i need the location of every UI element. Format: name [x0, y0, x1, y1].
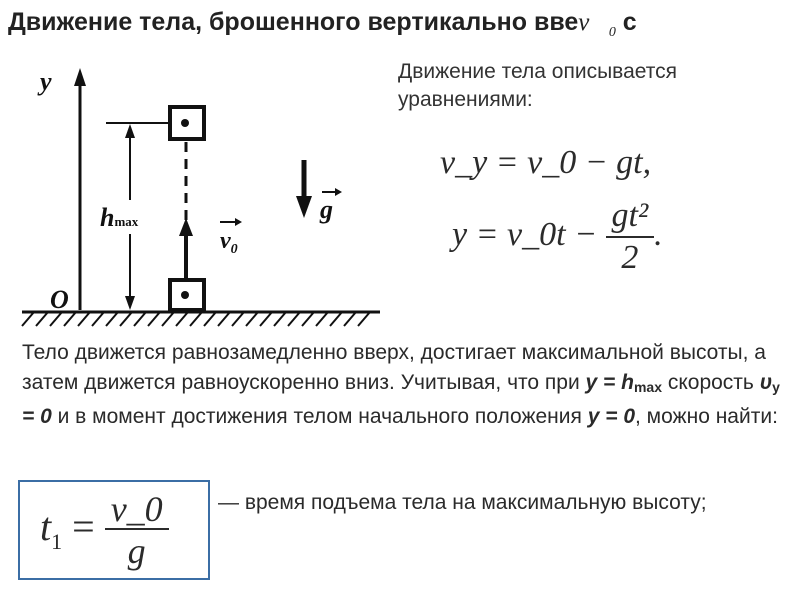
formula-lhs: t — [40, 504, 52, 550]
explanation-part-2: и в момент достижения телом начального положения — [51, 405, 588, 428]
origin-label: O — [50, 285, 69, 314]
v0-arrowhead — [179, 218, 193, 236]
condition-y-hmax: y = h — [585, 371, 634, 394]
formula-lhs-sub: 1 — [51, 529, 63, 555]
ground-hatching — [22, 312, 370, 326]
body-top-dot — [181, 119, 189, 127]
position-fraction-denominator: 2 — [621, 239, 639, 276]
title-v0-overlay: $v⃗_0$ — [578, 9, 616, 40]
speed-zero: = 0 — [22, 405, 52, 428]
title-text: Движение тела, брошенного вертикально вве — [8, 8, 579, 36]
title-suffix: с — [615, 8, 637, 36]
velocity-equation: v_y = v_0 − gt, — [440, 144, 652, 181]
explanation-speed-word: скорость — [662, 371, 760, 394]
formula-denominator: g — [127, 531, 146, 571]
g-label: g — [320, 195, 333, 224]
condition-y-zero: y = 0 — [587, 405, 635, 428]
y-axis-arrowhead — [74, 68, 86, 86]
hmax-label: hmax — [100, 203, 139, 232]
rise-time-description: — время подъема тела на максимальную высоту; — [218, 491, 707, 514]
v0-vector-tip — [235, 218, 242, 226]
position-fraction — [606, 196, 655, 278]
g-vector-tip — [335, 188, 342, 196]
speed-symbol: υ — [759, 371, 773, 394]
explanation-part-1: Тело движется равнозамедленно вверх, достигает максимальной высоты, а затем движется равноускоренно вниз. Учитывая, что при — [22, 341, 766, 394]
explanation-paragraph — [22, 338, 792, 432]
g-arrowhead — [296, 196, 312, 218]
position-fraction-numerator: gt² — [606, 196, 655, 238]
hmax-arrow-up — [125, 124, 135, 138]
formula-equals: = — [62, 504, 105, 550]
intro-text: Движение тела описывается уравнениями: — [398, 60, 678, 111]
formula-numerator: v_0 — [105, 490, 169, 530]
position-equation-lhs: y = v_0t − — [452, 215, 598, 253]
position-equation-end: . — [654, 215, 663, 253]
explanation-part-3: , можно найти: — [635, 405, 778, 428]
slide-title — [8, 8, 637, 41]
formula-fraction — [105, 490, 169, 572]
body-start-dot — [181, 291, 189, 299]
motion-diagram — [0, 50, 400, 340]
condition-hmax-sub: max — [633, 379, 663, 395]
rise-time-formula — [40, 490, 169, 572]
y-axis-label: y — [40, 67, 52, 96]
speed-symbol-sub: y — [772, 379, 780, 395]
v0-label: $v_0$ — [220, 228, 238, 257]
hmax-arrow-down — [125, 296, 135, 310]
position-equation — [452, 196, 663, 278]
